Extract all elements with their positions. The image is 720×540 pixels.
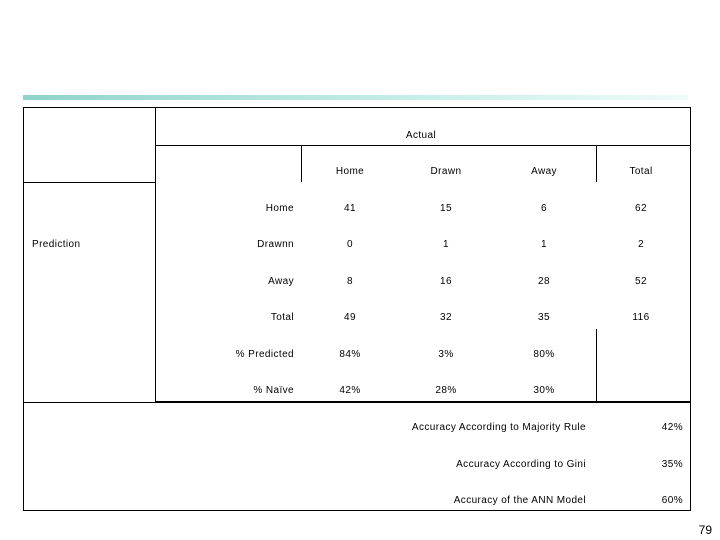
table-cell: 28% (435, 385, 457, 396)
table-cell: 32 (440, 312, 452, 323)
accuracy-majority-label: Accuracy According to Majority Rule (411, 422, 586, 433)
table-cell: 49 (344, 312, 356, 323)
accuracy-ann-label: Accuracy of the ANN Model (453, 495, 586, 506)
table-cell: 16 (440, 276, 452, 287)
table-cell: 1 (541, 239, 547, 250)
accuracy-gini-value: 35% (661, 459, 683, 470)
column-header-away: Away (531, 166, 557, 177)
row-label-total: Total (270, 312, 294, 323)
actual-label: Actual (405, 130, 437, 141)
table-cell: 28 (538, 276, 550, 287)
row-label-percent-naive: % Naïve (253, 385, 294, 396)
accuracy-ann-value: 60% (661, 495, 683, 506)
accent-band (23, 95, 688, 100)
table-cell: 2 (638, 239, 644, 250)
table-cell: 116 (632, 312, 650, 323)
column-header-total: Total (629, 166, 653, 177)
row-label-drawn: Drawnn (257, 239, 294, 250)
accuracy-top-rule (23, 402, 691, 403)
table-cell: 62 (635, 203, 647, 214)
row-label-percent-predicted: % Predicted (235, 349, 294, 360)
row-label-home: Home (265, 203, 294, 214)
table-cell: 84% (339, 349, 361, 360)
table-cell: 80% (533, 349, 555, 360)
accuracy-majority-value: 42% (661, 422, 683, 433)
predicted-block-rule (596, 329, 597, 402)
row-label-away: Away (268, 276, 294, 287)
table-cell: 41 (344, 203, 356, 214)
prediction-label: Prediction (32, 239, 81, 250)
column-header-rule-2 (596, 145, 597, 182)
column-header-rule-1 (301, 145, 302, 182)
table-cell: 3% (438, 349, 454, 360)
table-cell: 6 (541, 203, 547, 214)
table-cell: 35 (538, 312, 550, 323)
table-cell: 42% (339, 385, 361, 396)
table-cell: 52 (635, 276, 647, 287)
table-cell: 0 (347, 239, 353, 250)
table-cell: 8 (347, 276, 353, 287)
table-cell: 1 (443, 239, 449, 250)
table-cell: 15 (440, 203, 452, 214)
accuracy-gini-label: Accuracy According to Gini (456, 459, 586, 470)
table-cell: 30% (533, 385, 555, 396)
column-header-drawn: Drawn (430, 166, 462, 177)
prediction-top-rule (23, 182, 155, 183)
actual-header-rule (155, 145, 691, 146)
page-number: 79 (698, 523, 712, 537)
column-header-home: Home (335, 166, 365, 177)
